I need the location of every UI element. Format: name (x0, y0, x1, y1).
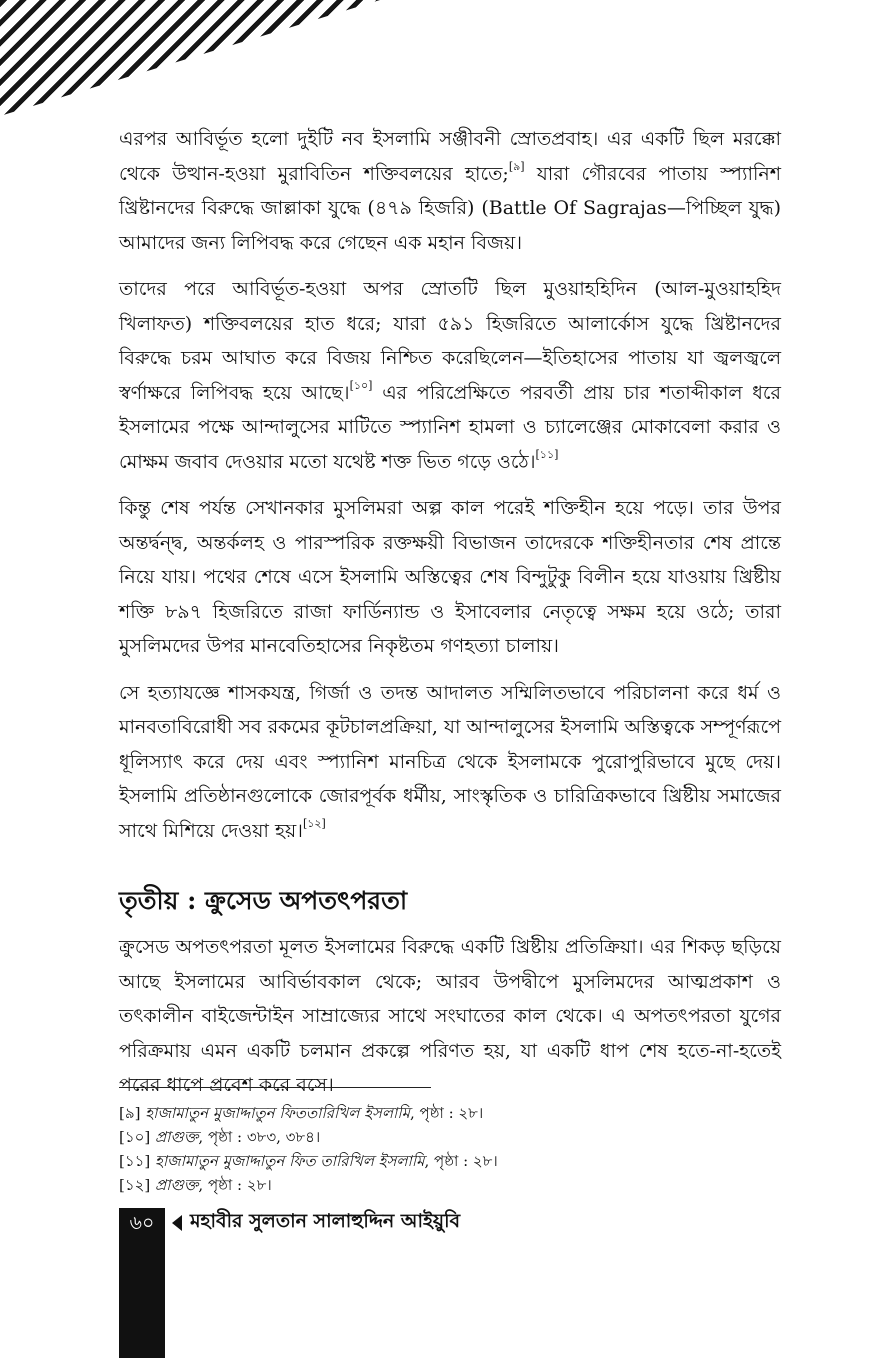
running-title (172, 1208, 460, 1238)
decorative-stripes (0, 0, 380, 116)
footnote-ref-10[interactable]: [১০] (349, 379, 373, 393)
paragraph-2: তাদের পরে আবির্ভূত-হওয়া অপর স্রোতটি ছিল মুওয়াহহিদিন (আল-মুওয়াহহিদ খিলাফত) শক্তিবলয়ের হাত ধরে; যারা ৫৯১ হিজরিতে আলার্কোস যুদ্ধে খ্রিষ্টানদের বিরুদ্ধে চরম আঘাত করে বিজয় নিশ্চিত করেছিলেন—ইতিহাসের পাতায় যা জ্বলজ্বলে স্বর্ণাক্ষরে লিপিবদ্ধ হয়ে আছে।[১০] এর পরিপ্রেক্ষিতে পরবর্তী প্রায় চার শতাব্দীকাল ধরে ইসলামের পক্ষে আন্দালুসের মাটিতে স্প্যানিশ হামলা ও চ্যালেঞ্জের মোকাবেলা করার ও মোক্ষম জবাব দেওয়ার মতো যথেষ্ট শক্ত ভিত গড়ে ওঠে।[১১] (119, 278, 781, 473)
footnotes (119, 1101, 781, 1197)
body-text (119, 122, 781, 1115)
footnote-ref-12[interactable]: [১২] (302, 817, 326, 831)
footnote-divider (119, 1087, 431, 1088)
paragraph-3: কিন্তু শেষ পর্যন্ত সেখানকার মুসলিমরা অল্প কাল পরেই শক্তিহীন হয়ে পড়ে। তার উপর অন্তর্দ্বন্দ্ব, অন্তর্কলহ ও পারস্পরিক রক্তক্ষয়ী বিভাজন তাদেরকে শক্তিহীনতার শেষ প্রান্তে নিয়ে যায়। পথের শেষে এসে ইসলামি অস্তিত্বের শেষ বিন্দুটুকু বিলীন হয়ে যাওয়ায় খ্রিষ্টীয় শক্তি ৮৯৭ হিজরিতে রাজা ফার্ডিন্যান্ড ও ইসাবেলার নেতৃত্বে সক্ষম হয়ে ওঠে; তারা মুসলিমদের উপর মানবেতিহাসের নিকৃষ্টতম গণহত্যা চালায়। (119, 497, 781, 657)
footnote-10: [১০] প্রাগুক্ত, পৃষ্ঠা : ৩৮৩, ৩৮৪। (119, 1128, 321, 1146)
paragraph-1: এরপর আবির্ভূত হলো দুইটি নব ইসলামি সঞ্জীবনী স্রোতপ্রবাহ। এর একটি ছিল মরক্কো থেকে উত্থান-হওয়া মুরাবিতিন শক্তিবলয়ের হাতে;[৯] যারা গৌরবের পাতায় স্প্যানিশ খ্রিষ্টানদের বিরুদ্ধে জাল্লাকা যুদ্ধে (৪৭৯ হিজরি) (Battle Of Sagrajas—পিচ্ছিল যুদ্ধ) আমাদের জন্য লিপিবদ্ধ করে গেছেন এক মহান বিজয়। (119, 128, 781, 254)
footnote-12: [১২] প্রাগুক্ত, পৃষ্ঠা : ২৮। (119, 1176, 272, 1194)
left-triangle-icon (172, 1215, 182, 1231)
paragraph-4: সে হত্যাযজ্ঞে শাসকযন্ত্র, গির্জা ও তদন্ত আদালত সম্মিলিতভাবে পরিচালনা করে ধর্ম ও মানবতাবিরোধী সব রকমের কূটচালপ্রক্রিয়া, যা আন্দালুসের ইসলামি অস্তিত্বকে সম্পূর্ণরূপে ধূলিস্যাৎ করে দেয় এবং স্প্যানিশ মানচিত্র থেকে ইসলামকে পুরোপুরিভাবে মুছে দেয়। ইসলামি প্রতিষ্ঠানগুলোকে জোরপূর্বক ধর্মীয়, সাংস্কৃতিক ও চারিত্রিকভাবে খ্রিষ্টীয় সমাজের সাথে মিশিয়ে দেওয়া হয়।[১২] (119, 681, 781, 842)
footnote-9: [৯] হাজামাতুন মুজাদ্দাতুন ফিততারিখিল ইসলামি, পৃষ্ঠা : ২৮। (119, 1104, 484, 1122)
footnote-ref-11[interactable]: [১১] (535, 448, 559, 462)
page-number: ৬০ (129, 1212, 155, 1234)
footnote-ref-9[interactable]: [৯] (508, 160, 525, 174)
book-title: মহাবীর সুলতান সালাহুদ্দিন আইয়ুবি (190, 1210, 461, 1232)
footnote-11: [১১] হাজামাতুন মুজাদ্দাতুন ফিত তারিখিল ইসলামি, পৃষ্ঠা : ২৮। (119, 1152, 498, 1170)
section-heading: তৃতীয় : ক্রুসেড অপতৎপরতা (119, 886, 408, 915)
section-paragraph: ক্রুসেড অপতৎপরতা মূলত ইসলামের বিরুদ্ধে একটি খ্রিষ্টীয় প্রতিক্রিয়া। এর শিকড় ছড়িয়ে আছে ইসলামের আবির্ভাবকাল থেকে; আরব উপদ্বীপে মুসলিমদের আত্মপ্রকাশ ও তৎকালীন বাইজেন্টাইন সাম্রাজ্যের সাথে সংঘাতের কাল থেকে। এ অপতৎপরতা যুগের পরিক্রমায় এমন একটি চলমান প্রকল্পে পরিণত হয়, যা একটি ধাপ শেষ হতে-না-হতেই পরের ধাপে প্রবেশ করে বসে। (119, 936, 781, 1096)
